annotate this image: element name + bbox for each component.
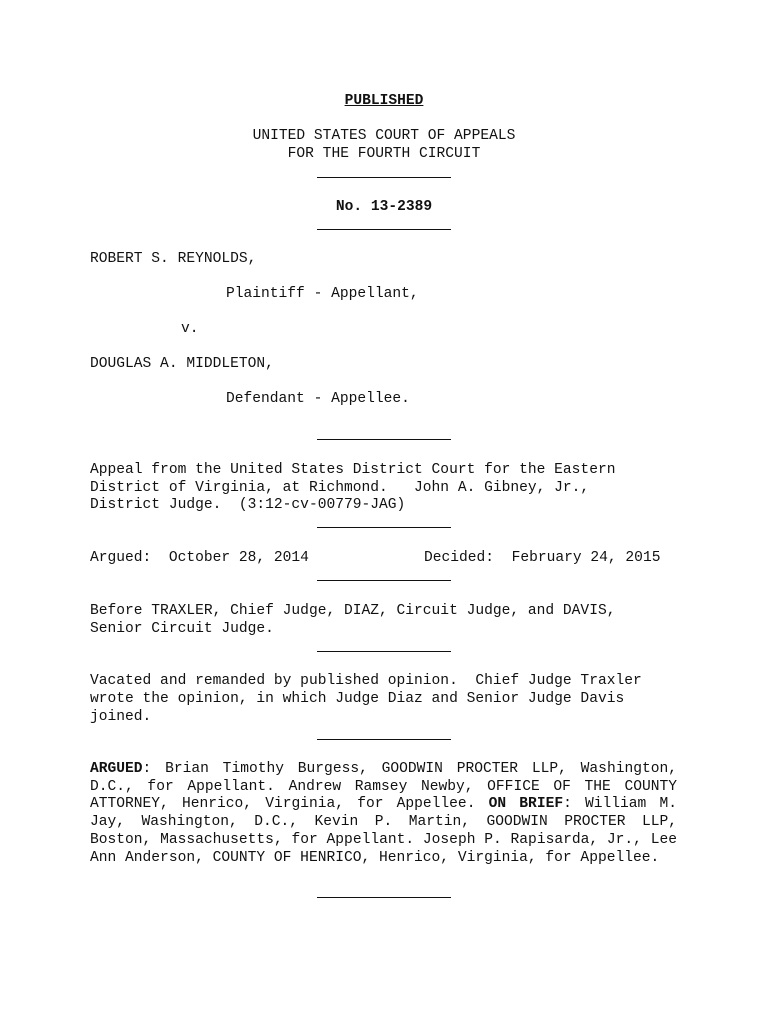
counsel-block [90,761,677,867]
on-brief-counsel-text: : William M. Jay, Washington, D.C., Kevin P. Martin, GOODWIN PROCTER LLP, Boston, Massachusetts, for Appellant. Joseph P. Rapisarda, Jr., Lee Ann Anderson, COUNTY OF HENRICO, Henrico, Virginia, for Appellee. [90,796,677,866]
argued-date: Argued: October 28, 2014 [90,550,309,566]
argued-label: ARGUED [90,761,143,777]
disposition-line2: wrote the opinion, in which Judge Diaz and Senior Judge Davis [90,691,625,707]
appeal-line1: Appeal from the United States District Court for the Eastern [90,462,616,478]
divider-rule [317,439,451,440]
divider-rule [317,177,451,178]
divider-rule [317,897,451,898]
plaintiff-name: ROBERT S. REYNOLDS, [90,251,257,267]
panel-line2: Senior Circuit Judge. [90,621,274,637]
appeal-line3: District Judge. (3:12-cv-00779-JAG) [90,497,406,513]
defendant-name: DOUGLAS A. MIDDLETON, [90,356,274,372]
court-name-line2: FOR THE FOURTH CIRCUIT [287,146,481,162]
versus: v. [181,321,199,337]
panel-line1: Before TRAXLER, Chief Judge, DIAZ, Circuit Judge, and DAVIS, [90,603,616,619]
divider-rule [317,527,451,528]
divider-rule [317,580,451,581]
case-number: No. 13-2389 [335,199,433,215]
disposition-line3: joined. [90,709,152,725]
divider-rule [317,739,451,740]
published-heading: PUBLISHED [344,93,424,109]
divider-rule [317,651,451,652]
court-name-line1: UNITED STATES COURT OF APPEALS [252,128,516,144]
on-brief-label: ON BRIEF [488,796,564,813]
appeal-line2: District of Virginia, at Richmond. John A. Gibney, Jr., [90,480,590,496]
disposition-line1: Vacated and remanded by published opinion. Chief Judge Traxler [90,673,642,689]
defendant-role: Defendant - Appellee. [226,391,410,407]
plaintiff-role: Plaintiff - Appellant, [226,286,419,302]
divider-rule [317,229,451,230]
decided-date: Decided: February 24, 2015 [424,550,661,566]
argued-counsel-text: : Brian Timothy Burgess, GOODWIN PROCTER LLP, Washington, D.C., for Appellant. Andrew Ramsey Newby, OFFICE OF THE COUNTY ATTORNEY, Henrico, Virginia, for Appellee. [90,761,677,813]
